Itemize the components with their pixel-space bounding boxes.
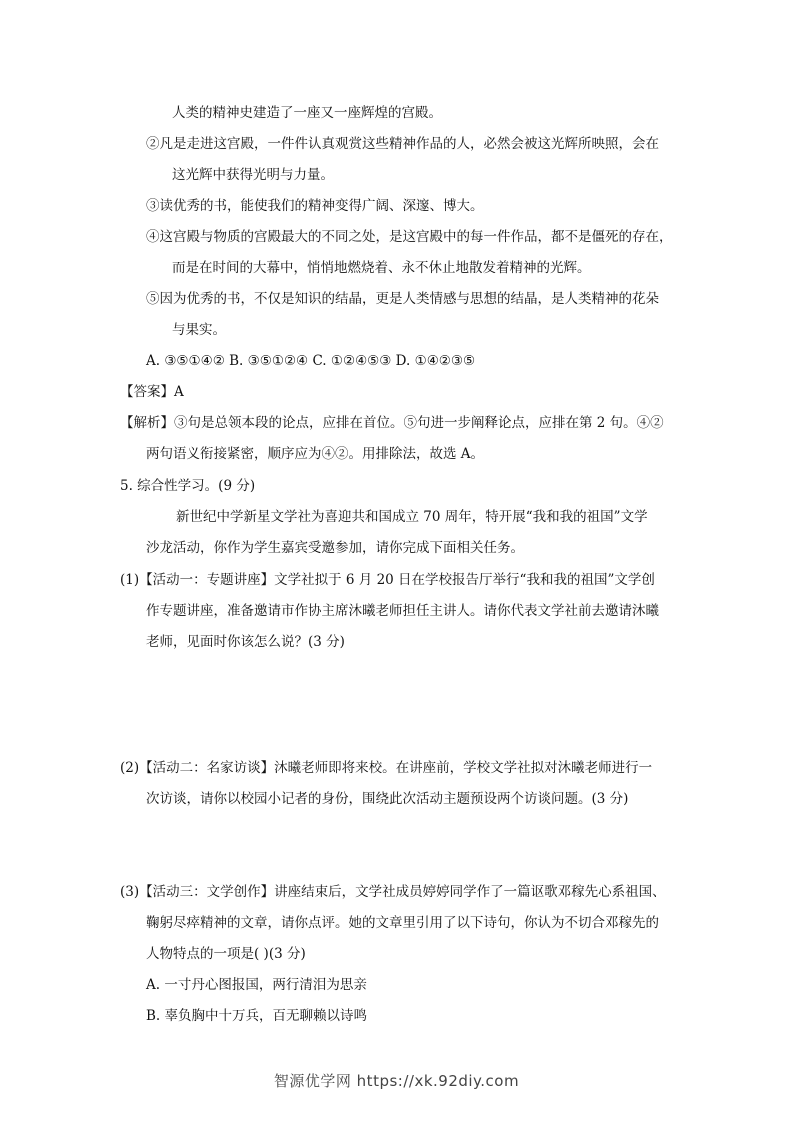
question-heading: 5. 综合性学习。(9 分) [120,478,256,494]
text-line: ⑤因为优秀的书，不仅是知识的结晶，更是人类情感与思想的结晶，是人类精神的花朵 [146,291,659,307]
intro-line: 沙龙活动，你作为学生嘉宾受邀参加，请你完成下面相关任务。 [146,540,524,556]
text-line: 而是在时间的大幕中，悄悄地燃烧着、永不休止地散发着精神的光辉。 [172,260,591,276]
analysis-line: 【解析】③句是总领本段的论点，应排在首位。⑤句进一步阐释论点，应排在第 2 句。④② [120,415,664,431]
text-line: ④这宫殿与物质的宫殿最大的不同之处，是这宫殿中的每一件作品，都不是僵死的存在， [146,229,673,245]
answer-line: 【答案】A [120,384,184,400]
text-line: 人类的精神史建造了一座又一座辉煌的宫殿。 [172,105,442,121]
activity-one: (1)【活动一：专题讲座】文学社拟于 6 月 20 日在学校报告厅举行“我和我的祖国”文学创 [120,572,655,588]
intro-line: 新世纪中学新星文学社为喜迎共和国成立 70 周年，特开展“我和我的祖国”文学 [176,509,648,525]
activity-one: 老师，见面时你该怎么说？(3 分) [146,634,345,650]
activity-two: 次访谈，请你以校园小记者的身份，围绕此次活动主题预设两个访谈问题。(3 分) [146,791,629,807]
analysis-line: 两句语义衔接紧密，顺序应为④②。用排除法，故选 A。 [146,446,485,462]
option-b: B. 辜负胸中十万兵，百无聊赖以诗鸣 [146,1008,368,1024]
text-line: ②凡是走进这宫殿，一件件认真观赏这些精神作品的人，必然会被这光辉所映照，会在 [146,136,659,152]
option-a: A. 一寸丹心图报国，两行清泪为思亲 [146,977,367,993]
activity-two: (2)【活动二：名家访谈】沐曦老师即将来校。在讲座前，学校文学社拟对沐曦老师进行一 [120,760,653,776]
activity-three: 人物特点的一项是( )(3 分) [146,946,306,962]
activity-one: 作专题讲座，准备邀请市作协主席沐曦老师担任主讲人。请你代表文学社前去邀请沐曦 [146,603,659,619]
text-line: 这光辉中获得光明与力量。 [172,167,334,183]
activity-three: 鞠躬尽瘁精神的文章，请你点评。她的文章里引用了以下诗句，你认为不切合邓稼先的 [146,915,659,931]
answer-options: A. ③⑤①④② B. ③⑤①②④ C. ①②④⑤③ D. ①④②③⑤ [146,353,476,369]
text-line: ③读优秀的书，能使我们的精神变得广阔、深邃、博大。 [146,198,484,214]
text-line: 与果实。 [172,322,226,338]
watermark-footer: 智源优学网 https://xk.92diy.com [273,1072,520,1090]
activity-three: (3)【活动三：文学创作】讲座结束后，文学社成员婷婷同学作了一篇讴歌邓稼先心系祖国、 [120,884,666,900]
